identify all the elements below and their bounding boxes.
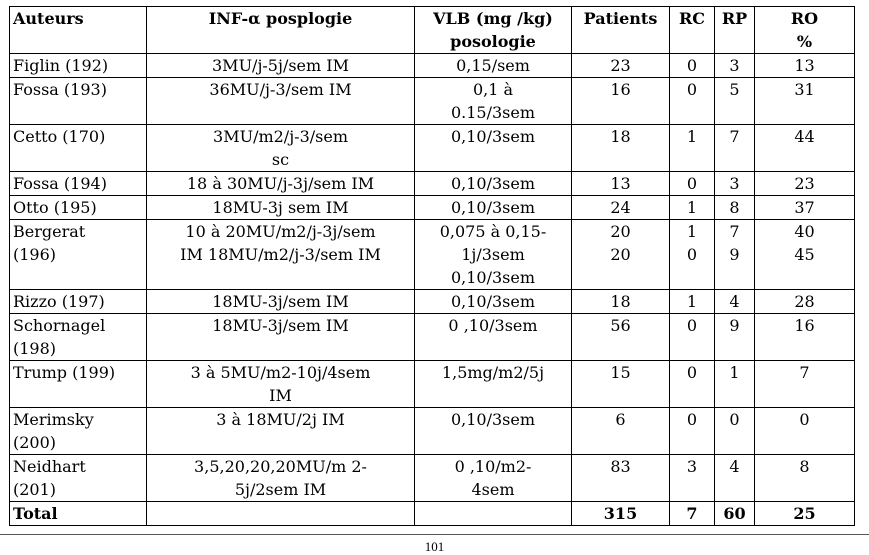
- cell-auteurs-line: (200): [13, 433, 57, 452]
- cell-patients-line: 20: [610, 245, 631, 264]
- cell-rp-line: 5: [729, 80, 740, 99]
- cell-patients-line: 23: [610, 56, 631, 75]
- total-inf-empty: [147, 502, 415, 526]
- cell-vlb-line: 1j/3sem: [461, 245, 525, 264]
- cell-vlb: [415, 220, 572, 290]
- cell-vlb-line: 0,10/3sem: [450, 174, 536, 193]
- cell-rc-line: 0: [686, 80, 698, 99]
- cell-rc: [670, 290, 715, 314]
- cell-ro-line: 23: [794, 174, 815, 193]
- cell-auteurs-line: Fossa (194): [13, 174, 107, 193]
- cell-rp-line: 7: [729, 222, 740, 241]
- cell-inf-line: 10 à 20MU/m2/j-3j/sem: [185, 222, 376, 241]
- table-row: [10, 361, 855, 408]
- cell-inf: [147, 220, 415, 290]
- table-row: [10, 78, 855, 125]
- cell-patients: [572, 455, 670, 502]
- cell-rp-line: 4: [729, 292, 740, 311]
- cell-rc-line: 1: [686, 127, 698, 146]
- cell-vlb-line: 0,10/3sem: [450, 198, 536, 217]
- cell-vlb-line: 0,15/sem: [456, 56, 530, 75]
- cell-patients-line: 6: [615, 410, 626, 429]
- cell-ro-line: 16: [794, 316, 815, 335]
- cell-auteurs-line: (198): [13, 339, 57, 358]
- cell-vlb-line: 0 ,10/3sem: [448, 316, 538, 335]
- header-ro-line1: RO: [790, 9, 819, 28]
- cell-inf-line: 18MU-3j sem IM: [212, 198, 349, 217]
- cell-rc-line: 0: [686, 174, 698, 193]
- cell-patients: [572, 54, 670, 78]
- cell-vlb-line: 0,1 à: [472, 80, 514, 99]
- cell-inf-line: 36MU/j-3/sem IM: [209, 80, 352, 99]
- cell-rp: [715, 172, 755, 196]
- cell-vlb: [415, 125, 572, 172]
- cell-auteurs-line: Schornagel: [13, 316, 106, 335]
- cell-ro-line: 0: [799, 410, 810, 429]
- header-auteurs: Auteurs: [10, 7, 147, 54]
- cell-vlb: [415, 196, 572, 220]
- cell-ro: [755, 361, 855, 408]
- cell-vlb-line: 0,10/3sem: [450, 268, 536, 287]
- cell-vlb: [415, 408, 572, 455]
- cell-auteurs-line: Figlin (192): [13, 56, 109, 75]
- cell-rp: [715, 314, 755, 361]
- cell-inf: [147, 54, 415, 78]
- table-row: [10, 196, 855, 220]
- cell-ro: [755, 290, 855, 314]
- cell-rp: [715, 125, 755, 172]
- cell-rc: [670, 196, 715, 220]
- cell-rc-line: 0: [686, 363, 698, 382]
- cell-auteurs-line: Trump (199): [13, 363, 116, 382]
- cell-auteurs: [10, 361, 147, 408]
- cell-rc: [670, 314, 715, 361]
- cell-vlb-line: 0,10/3sem: [450, 127, 536, 146]
- table-row: [10, 408, 855, 455]
- cell-patients-line: 83: [610, 457, 631, 476]
- cell-rc: [670, 455, 715, 502]
- cell-vlb: [415, 172, 572, 196]
- cell-rp: [715, 54, 755, 78]
- header-ro-line2: %: [796, 32, 813, 51]
- cell-rc-line: 1: [686, 292, 698, 311]
- cell-auteurs: [10, 314, 147, 361]
- cell-inf-line: 3 à 18MU/2j IM: [216, 410, 345, 429]
- cell-rc: [670, 408, 715, 455]
- total-rc: 7: [670, 502, 715, 526]
- cell-patients: [572, 78, 670, 125]
- cell-rp: [715, 290, 755, 314]
- cell-inf-line: IM: [269, 386, 292, 405]
- total-rp: 60: [715, 502, 755, 526]
- cell-patients-line: 16: [610, 80, 631, 99]
- cell-patients: [572, 314, 670, 361]
- cell-ro-line: 28: [794, 292, 815, 311]
- cell-patients: [572, 361, 670, 408]
- cell-inf: [147, 125, 415, 172]
- table-footer: [10, 502, 855, 526]
- cell-rc-line: 3: [686, 457, 698, 476]
- page-divider: [0, 534, 869, 535]
- cell-vlb-line: 0,10/3sem: [450, 410, 536, 429]
- results-table: [9, 6, 855, 526]
- table-row: [10, 125, 855, 172]
- cell-rc-line: 1: [686, 198, 698, 217]
- cell-rp-line: 3: [729, 56, 740, 75]
- cell-ro-line: 7: [799, 363, 810, 382]
- cell-rc-line: 0: [686, 410, 698, 429]
- cell-patients-line: 20: [610, 222, 631, 241]
- cell-auteurs-line: (201): [13, 480, 57, 499]
- header-patients: Patients: [572, 7, 670, 54]
- total-patients: 315: [572, 502, 670, 526]
- table-body: [10, 54, 855, 502]
- cell-inf-line: IM 18MU/m2/j-3/sem IM: [180, 245, 381, 264]
- header-rc: RC: [670, 7, 715, 54]
- cell-rp-line: 1: [729, 363, 740, 382]
- header-vlb-line1: VLB (mg /kg): [433, 9, 553, 28]
- total-label: Total: [10, 502, 147, 526]
- cell-ro: [755, 314, 855, 361]
- cell-auteurs-line: Otto (195): [13, 198, 97, 217]
- cell-rc-line: 0: [686, 316, 698, 335]
- cell-auteurs: [10, 54, 147, 78]
- cell-rp: [715, 196, 755, 220]
- table-row: [10, 290, 855, 314]
- cell-inf: [147, 290, 415, 314]
- table-header: [10, 7, 855, 54]
- cell-vlb: [415, 455, 572, 502]
- cell-rp: [715, 408, 755, 455]
- cell-auteurs-line: Neidhart: [13, 457, 86, 476]
- header-inf: INF-α posplogie: [147, 7, 415, 54]
- cell-auteurs: [10, 78, 147, 125]
- cell-auteurs: [10, 196, 147, 220]
- cell-ro: [755, 78, 855, 125]
- cell-ro: [755, 220, 855, 290]
- cell-auteurs: [10, 408, 147, 455]
- cell-patients-line: 15: [610, 363, 631, 382]
- cell-ro: [755, 408, 855, 455]
- cell-ro-line: 45: [794, 245, 815, 264]
- cell-inf: [147, 455, 415, 502]
- cell-vlb: [415, 290, 572, 314]
- cell-inf-line: 18MU-3j/sem IM: [212, 292, 349, 311]
- cell-ro: [755, 125, 855, 172]
- cell-ro-line: 40: [794, 222, 815, 241]
- cell-rp: [715, 220, 755, 290]
- cell-vlb-line: 0 ,10/m2-: [454, 457, 532, 476]
- cell-auteurs-line: Merimsky: [13, 410, 94, 429]
- cell-vlb-line: 4sem: [471, 480, 515, 499]
- header-vlb-line2: posologie: [450, 32, 536, 51]
- cell-auteurs-line: (196): [13, 245, 57, 264]
- cell-inf: [147, 361, 415, 408]
- table-row: [10, 314, 855, 361]
- cell-patients-line: 13: [610, 174, 631, 193]
- cell-rp: [715, 78, 755, 125]
- cell-vlb-line: 0.15/3sem: [450, 103, 536, 122]
- cell-auteurs-line: Rizzo (197): [13, 292, 105, 311]
- cell-rp-line: 3: [729, 174, 740, 193]
- cell-patients: [572, 172, 670, 196]
- cell-vlb-line: 0,10/3sem: [450, 292, 536, 311]
- cell-ro-line: 37: [794, 198, 815, 217]
- cell-inf-line: 3 à 5MU/m2-10j/4sem: [190, 363, 371, 382]
- cell-ro-line: 8: [799, 457, 810, 476]
- cell-patients: [572, 408, 670, 455]
- cell-rp-line: 7: [729, 127, 740, 146]
- cell-vlb: [415, 361, 572, 408]
- cell-patients-line: 24: [610, 198, 631, 217]
- cell-inf-line: sc: [271, 150, 290, 169]
- cell-rc: [670, 125, 715, 172]
- cell-inf: [147, 196, 415, 220]
- cell-ro: [755, 172, 855, 196]
- cell-ro-line: 31: [794, 80, 815, 99]
- cell-rp-line: 0: [729, 410, 740, 429]
- cell-inf-line: 3,5,20,20,20MU/m 2-: [194, 457, 367, 476]
- table-row: [10, 54, 855, 78]
- total-row: [10, 502, 855, 526]
- cell-rp-line: 9: [729, 316, 740, 335]
- cell-ro: [755, 196, 855, 220]
- cell-auteurs: [10, 125, 147, 172]
- cell-rp: [715, 361, 755, 408]
- cell-inf-line: 5j/2sem IM: [234, 480, 327, 499]
- total-vlb-empty: [415, 502, 572, 526]
- cell-patients-line: 56: [610, 316, 631, 335]
- cell-vlb: [415, 54, 572, 78]
- cell-patients-line: 18: [610, 127, 631, 146]
- cell-inf-line: 18MU-3j/sem IM: [212, 316, 349, 335]
- cell-patients: [572, 220, 670, 290]
- cell-vlb-line: 1,5mg/m2/5j: [441, 363, 545, 382]
- cell-auteurs-line: Cetto (170): [13, 127, 106, 146]
- header-ro: [755, 7, 855, 54]
- cell-patients-line: 18: [610, 292, 631, 311]
- cell-ro-line: 44: [794, 127, 815, 146]
- cell-inf-line: 18 à 30MU/j-3j/sem IM: [186, 174, 375, 193]
- cell-ro: [755, 54, 855, 78]
- total-ro: 25: [755, 502, 855, 526]
- cell-patients: [572, 125, 670, 172]
- cell-ro-line: 13: [794, 56, 815, 75]
- cell-rp: [715, 455, 755, 502]
- cell-inf: [147, 314, 415, 361]
- cell-rc: [670, 361, 715, 408]
- cell-rc-line: 1: [686, 222, 698, 241]
- cell-inf: [147, 78, 415, 125]
- cell-vlb-line: 0,075 à 0,15-: [439, 222, 547, 241]
- cell-rp-line: 4: [729, 457, 740, 476]
- cell-auteurs: [10, 455, 147, 502]
- header-rp: RP: [715, 7, 755, 54]
- table-row: [10, 455, 855, 502]
- header-vlb: [415, 7, 572, 54]
- cell-patients: [572, 290, 670, 314]
- page-number: 101: [424, 539, 445, 554]
- cell-auteurs: [10, 172, 147, 196]
- cell-rc: [670, 220, 715, 290]
- cell-ro: [755, 455, 855, 502]
- cell-rp-line: 9: [729, 245, 740, 264]
- cell-inf-line: 3MU/m2/j-3/sem: [213, 127, 348, 146]
- cell-rc: [670, 78, 715, 125]
- cell-vlb: [415, 78, 572, 125]
- table-row: [10, 172, 855, 196]
- cell-vlb: [415, 314, 572, 361]
- cell-inf: [147, 172, 415, 196]
- cell-inf: [147, 408, 415, 455]
- cell-patients: [572, 196, 670, 220]
- cell-auteurs-line: Fossa (193): [13, 80, 107, 99]
- cell-auteurs-line: Bergerat: [13, 222, 86, 241]
- cell-rc: [670, 54, 715, 78]
- cell-inf-line: 3MU/j-5j/sem IM: [212, 56, 349, 75]
- cell-auteurs: [10, 220, 147, 290]
- cell-rc-line: 0: [686, 56, 698, 75]
- cell-auteurs: [10, 290, 147, 314]
- cell-rc-line: 0: [686, 245, 698, 264]
- cell-rc: [670, 172, 715, 196]
- table-row: [10, 220, 855, 290]
- cell-rp-line: 8: [729, 198, 740, 217]
